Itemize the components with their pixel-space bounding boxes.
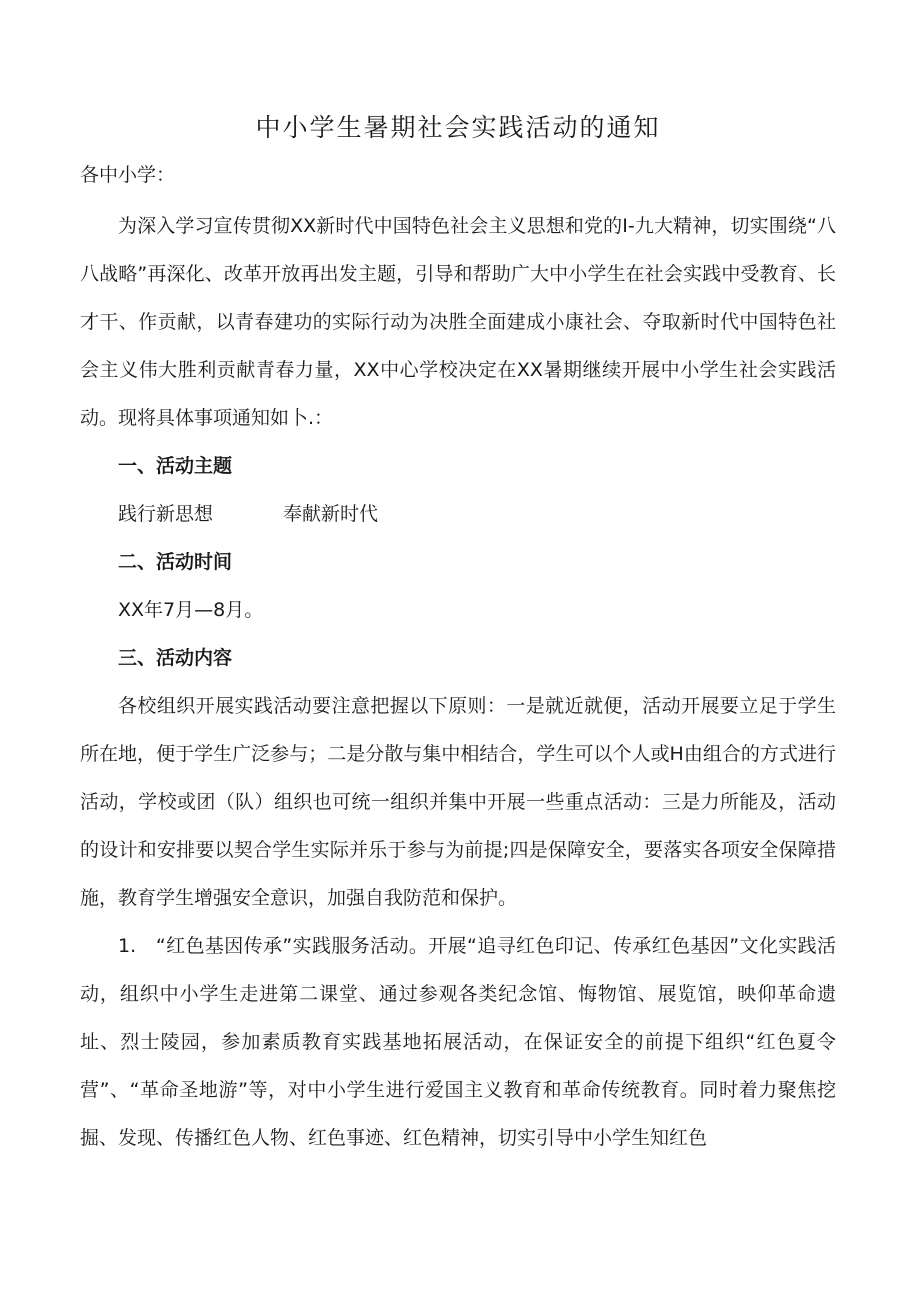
salutation: 各中小学： <box>80 164 176 186</box>
section-heading-content: 三、活动内容 <box>118 647 233 669</box>
theme-part-1: 践行新思想 <box>118 503 214 525</box>
section-heading-theme: 一、活动主题 <box>118 455 233 477</box>
section-heading-time: 二、活动时间 <box>118 551 233 573</box>
document-title: 中小学生暑期社会实践活动的通知 <box>255 113 661 142</box>
time-line: XX年7月—8月。 <box>118 599 264 621</box>
item-1-paragraph: 1. “红色基因传承”实践服务活动。开展“追寻红色印记、传承红色基因”文化实践活动，组织中小学生走进第二课堂、通过参观各类纪念馆、悔物馆、展览馆，映仰革命遗址、烈士陵园，参加素质教育实践基地拓展活动，在保证安全的前提下组织“红色夏令营”、“革命圣地游”等，对中小学生进行爱国主义教育和革命传统教育。同时着力聚焦挖掘、发现、传播红色人物、红色事迹、红色精神，切实引导中小学生知红色 <box>80 935 836 1149</box>
intro-paragraph: 为深入学习宣传贯彻XX新时代中国特色社会主义思想和党的I-九大精神，切实围绕“八八战略”再深化、改革开放再出发主题，引导和帮助广大中小学生在社会实践中受教育、长才干、作贡献，以青春建功的实际行动为决胜全面建成小康社会、夺取新时代中国特色社会主义伟大胜利贡献青春力量，XX中心学校决定在XX暑期继续开展中小学生社会实践活动。现将具体事项通知如卜.： <box>80 215 836 429</box>
theme-part-2: 奉献新时代 <box>283 503 379 525</box>
principles-paragraph: 各校组织开展实践活动要注意把握以下原则：一是就近就便，活动开展要立足于学生所在地，便于学生广泛参与；二是分散与集中相结合，学生可以个人或H由组合的方式进行活动，学校或团（队）组织也可统一组织并集中开展一些重点活动：三是力所能及，活动的设计和安排要以契合学生实际并乐于参与为前提;四是保障安全，要落实各项安全保障措施，教育学生增强安全意识，加强自我防范和保护。 <box>80 695 836 909</box>
theme-line <box>80 490 836 538</box>
